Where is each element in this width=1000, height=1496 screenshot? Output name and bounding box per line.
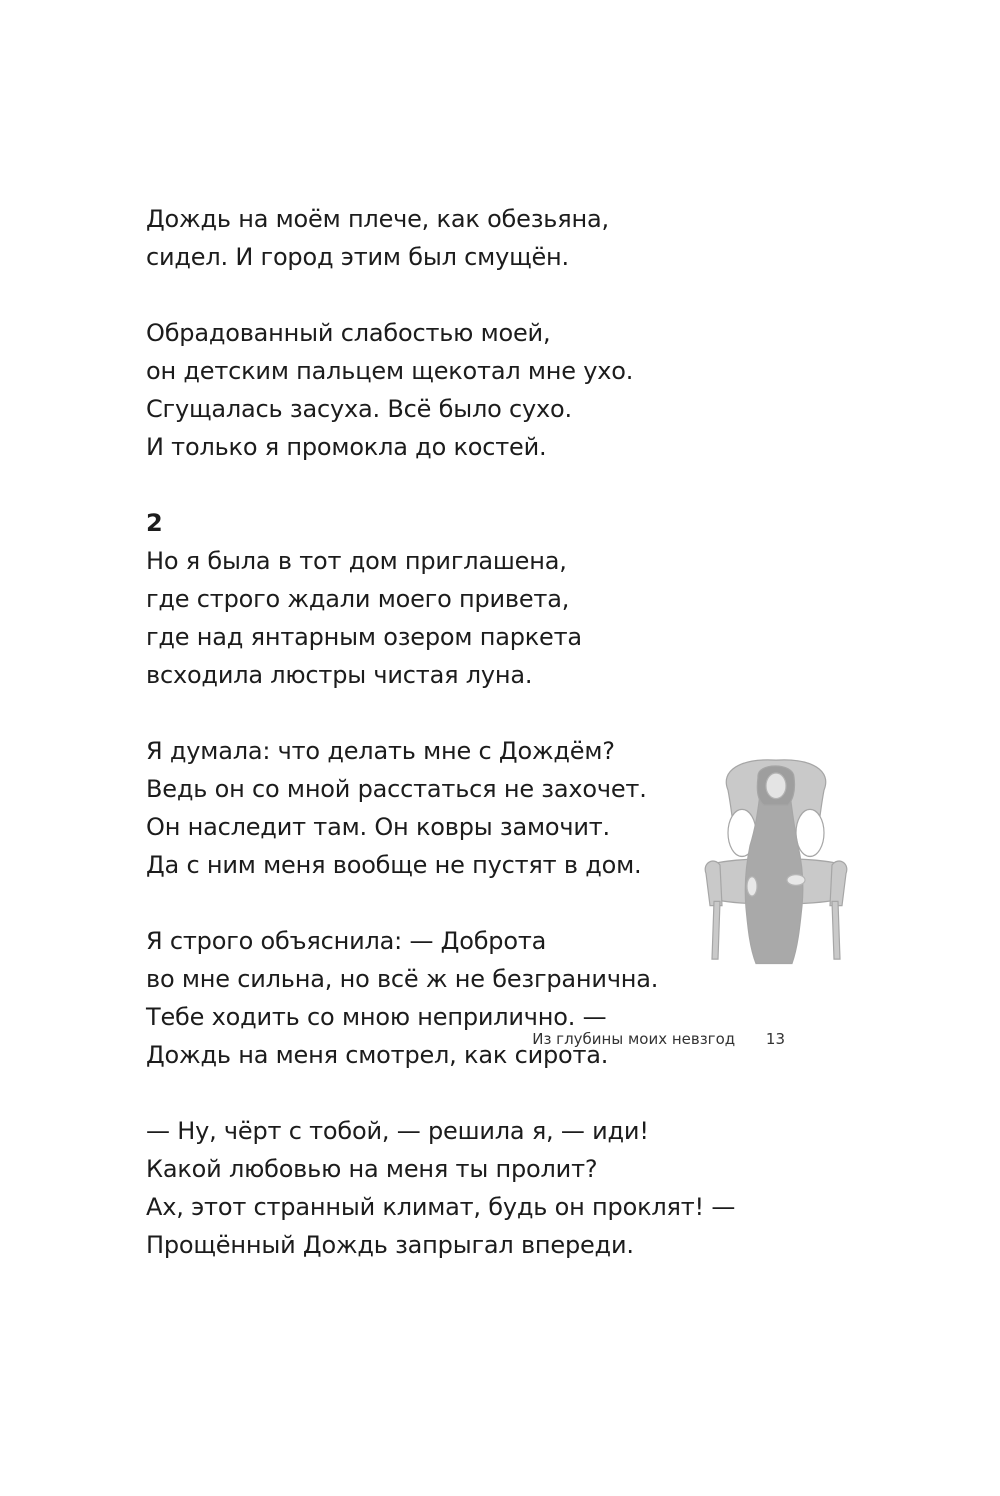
stanza: [146, 1112, 736, 1264]
poem-line: Дождь на меня смотрел, как сирота.: [146, 1041, 609, 1069]
poem-line: Но я была в тот дом приглашена,: [146, 547, 567, 575]
poem-line: Он наследит там. Он ковры замочит.: [146, 813, 610, 841]
stanza: [146, 922, 706, 1074]
page-footer: [532, 1030, 785, 1048]
poem-line: Прощённый Дождь запрыгал впереди.: [146, 1231, 634, 1259]
poem-line: Ведь он со мной расстаться не захочет.: [146, 775, 647, 803]
running-title: Из глубины моих невзгод: [532, 1030, 736, 1048]
poem-line: Сгущалась засуха. Всё было сухо.: [146, 395, 572, 423]
poem-line: Я думала: что делать мне с Дождём?: [146, 737, 615, 765]
poem-line: Я строго объяснила: — Доброта: [146, 927, 547, 955]
poem-line: Какой любовью на меня ты пролит?: [146, 1155, 598, 1183]
stanza: [146, 314, 706, 466]
poem-line: Тебе ходить со мною неприлично. —: [146, 1003, 607, 1031]
poem-line: во мне сильна, но всё ж не безгранична.: [146, 965, 659, 993]
page-number: 13: [765, 1030, 785, 1048]
stanza: [146, 732, 706, 884]
poem-line: Обрадованный слабостью моей,: [146, 319, 551, 347]
stanza: [146, 200, 706, 276]
poem-text: [146, 200, 736, 1264]
poem-line: где строго ждали моего привета,: [146, 585, 570, 613]
poem-line: сидел. И город этим был смущён.: [146, 243, 569, 271]
stanza: [146, 504, 706, 694]
poem-line: он детским пальцем щекотал мне ухо.: [146, 357, 634, 385]
poem-line: Да с ним меня вообще не пустят в дом.: [146, 851, 642, 879]
poem-line: Ах, этот странный климат, будь он проклят! —: [146, 1193, 736, 1221]
section-number: 2: [146, 509, 163, 537]
poem-line: — Ну, чёрт с тобой, — решила я, — иди!: [146, 1117, 649, 1145]
poem-line: И только я промокла до костей.: [146, 433, 547, 461]
poem-line: где над янтарным озером паркета: [146, 623, 582, 651]
poem-line: Дождь на моём плече, как обезьяна,: [146, 205, 609, 233]
poem-line: всходила люстры чистая луна.: [146, 661, 533, 689]
woman-on-chair-illustration: [700, 758, 852, 968]
